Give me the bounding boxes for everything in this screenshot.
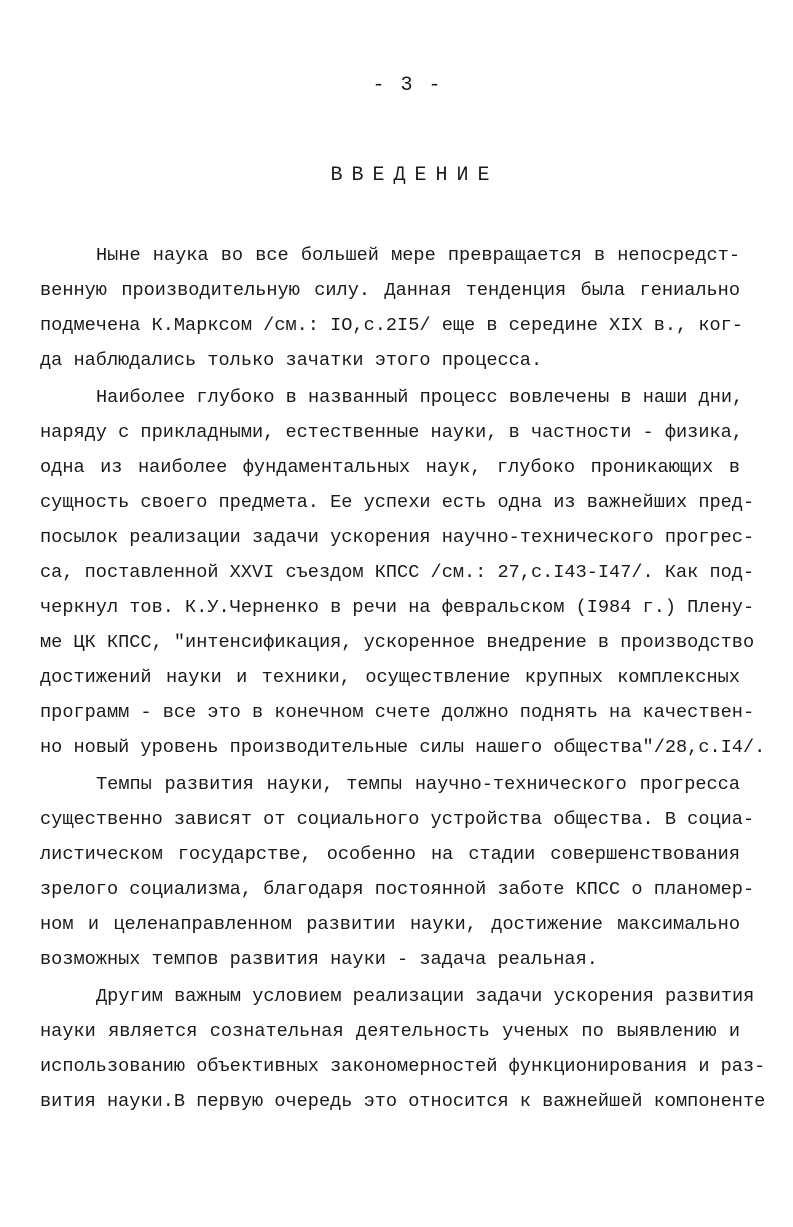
paragraph-line: Наиболее глубоко в названный процесс вовлечены в наши дни,	[96, 387, 744, 408]
paragraph-line: науки является сознательная деятельность ученых по выявлению и	[40, 1021, 740, 1042]
paragraph-line: использованию объективных закономерностей функционирования и раз-	[40, 1056, 766, 1077]
paragraph-line: Другим важным условием реализации задачи ускорения развития	[96, 986, 755, 1007]
paragraph-line: черкнул тов. К.У.Черненко в речи на февральском (I984 г.) Плену-	[40, 597, 755, 618]
paragraph-line: достижений науки и техники, осуществление крупных комплексных	[40, 667, 740, 688]
paragraph-line: Темпы развития науки, темпы научно-технического прогресса	[96, 774, 740, 795]
paragraph-line: подмечена К.Марксом /см.: IО,с.2I5/ еще в середине XIX в., ког-	[40, 315, 743, 336]
paragraph-line: но новый уровень производительные силы нашего общества"/28,с.I4/.	[40, 737, 766, 758]
paragraph-line: зрелого социализма, благодаря постоянной заботе КПСС о планомер-	[40, 879, 755, 900]
section-heading: ВВЕДЕНИЕ	[330, 164, 499, 187]
paragraph-line: наряду с прикладными, естественные науки, в частности - физика,	[40, 422, 743, 443]
paragraph-line: возможных темпов развития науки - задача реальная.	[40, 949, 598, 970]
paragraph-line: ме ЦК КПСС, "интенсификация, ускоренное внедрение в производство	[40, 632, 755, 653]
paragraph-line: программ - все это в конечном счете должно поднять на качествен-	[40, 702, 755, 723]
paragraph-line: одна из наиболее фундаментальных наук, глубоко проникающих в	[40, 457, 740, 478]
paragraph-line: са, поставленной XXVI съездом КПСС /см.: 27,с.I43-I47/. Как под-	[40, 562, 755, 583]
paragraph-line: листическом государстве, особенно на стадии совершенствования	[40, 844, 740, 865]
paragraph-line: вития науки.В первую очередь это относится к важнейшей компоненте	[40, 1091, 766, 1112]
paragraph-line: да наблюдались только зачатки этого процесса.	[40, 350, 543, 371]
paragraph-line: существенно зависят от социального устройства общества. В социа-	[40, 809, 755, 830]
paragraph-line: ном и целенаправленном развитии науки, достижение максимально	[40, 914, 740, 935]
paragraph-line: Ныне наука во все большей мере превращается в непосредст-	[96, 245, 740, 266]
page-number: - 3 -	[372, 74, 443, 97]
paragraph-line: сущность своего предмета. Ее успехи есть одна из важнейших пред-	[40, 492, 755, 513]
paragraph-line: посылок реализации задачи ускорения научно-технического прогрес-	[40, 527, 755, 548]
paragraph-line: венную производительную силу. Данная тенденция была гениально	[40, 280, 740, 301]
